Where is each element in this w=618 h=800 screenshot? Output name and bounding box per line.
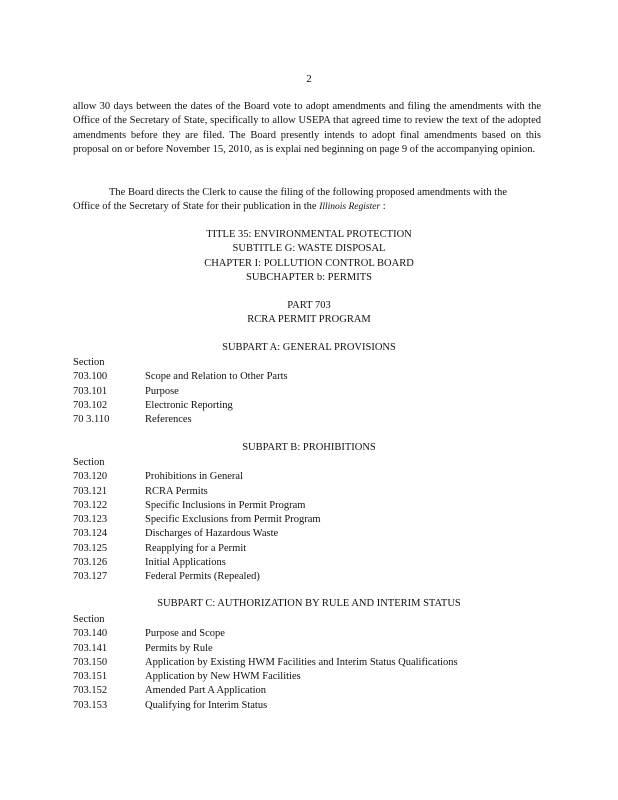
- subchapter-heading: SUBCHAPTER b: PERMITS: [245, 271, 373, 283]
- subpart-a-heading: SUBPART A: GENERAL PROVISIONS: [222, 342, 396, 353]
- list-item: [73, 542, 553, 556]
- section-title: Purpose: [145, 385, 179, 397]
- section-title: Federal Permits (Repealed): [145, 571, 260, 583]
- title-heading-block: [0, 228, 618, 285]
- section-number: 703.123: [73, 514, 108, 526]
- section-title: Reapplying for a Permit: [145, 542, 247, 554]
- section-number: 703.140: [73, 628, 108, 640]
- section-title: Specific Exclusions from Permit Program: [145, 514, 321, 526]
- list-item: [73, 513, 553, 527]
- section-title: Discharges of Hazardous Waste: [145, 528, 279, 540]
- list-item: [73, 699, 553, 713]
- section-number: 703.121: [73, 485, 108, 497]
- list-item: [73, 370, 553, 384]
- filing-paragraph-text: The Board directs the Clerk to cause the filing of the following proposed amendments with the Office of the Secretary of State for their publication in the: [73, 187, 508, 213]
- filing-paragraph: [73, 186, 513, 215]
- section-number: 703.125: [73, 542, 108, 554]
- illinois-register-text: Illinois Register: [319, 202, 381, 213]
- section-number: 703.102: [73, 399, 108, 411]
- section-number: 703.150: [73, 656, 108, 668]
- subpart-a-section-list: [73, 356, 553, 427]
- list-item: [73, 670, 553, 684]
- list-item: [73, 485, 553, 499]
- list-item: [73, 385, 553, 399]
- section-title: Permits by Rule: [145, 642, 213, 654]
- section-number: 703.152: [73, 685, 108, 697]
- list-item: [73, 556, 553, 570]
- section-number: 703.122: [73, 499, 108, 511]
- section-number: 703.124: [73, 528, 108, 540]
- list-item: [73, 684, 553, 698]
- section-label: Section: [73, 357, 105, 368]
- section-number: 703.100: [73, 371, 108, 383]
- list-item: [73, 570, 553, 584]
- subpart-b-section-list: [73, 456, 553, 585]
- section-number: 703.127: [73, 571, 108, 583]
- section-title: Scope and Relation to Other Parts: [145, 371, 288, 383]
- section-title: RCRA Permits: [145, 485, 208, 497]
- subpart-b-heading: SUBPART B: PROHIBITIONS: [242, 442, 376, 453]
- section-title: Initial Applications: [145, 557, 226, 569]
- section-number: 703.126: [73, 557, 108, 569]
- subpart-c-section-list: [73, 613, 553, 713]
- filing-paragraph-end: :: [382, 201, 386, 213]
- section-title: Qualifying for Interim Status: [145, 699, 268, 711]
- section-title: Purpose and Scope: [145, 628, 225, 640]
- section-number: 703.120: [73, 471, 108, 483]
- list-item: [73, 656, 553, 670]
- section-title: Specific Inclusions in Permit Program: [145, 499, 306, 511]
- section-title: Application by New HWM Facilities: [145, 671, 301, 683]
- section-title: Amended Part A Application: [145, 685, 267, 697]
- subpart-c-heading: SUBPART C: AUTHORIZATION BY RULE AND INTERIM STATUS: [157, 598, 461, 609]
- subtitle-heading: SUBTITLE G: WASTE DISPOSAL: [232, 243, 386, 255]
- section-title: Electronic Reporting: [145, 399, 233, 411]
- section-number: 70 3.110: [73, 414, 110, 426]
- chapter-heading: CHAPTER I: POLLUTION CONTROL BOARD: [204, 257, 414, 269]
- part-heading: PART 703: [287, 300, 331, 311]
- section-title: Application by Existing HWM Facilities and Interim Status Qualifications: [145, 656, 458, 668]
- list-item: [73, 499, 553, 513]
- list-item: [73, 470, 553, 484]
- title-heading: TITLE 35: ENVIRONMENTAL PROTECTION: [206, 229, 412, 240]
- section-number: 703.153: [73, 699, 108, 711]
- list-item: [73, 627, 553, 641]
- section-title: References: [145, 414, 192, 426]
- section-label: Section: [73, 457, 105, 468]
- section-label: Section: [73, 614, 105, 625]
- intro-paragraph: allow 30 days between the dates of the Board vote to adopt amendments and filing the amendments with the Office of the Secretary of State, specifically to allow USEPA that agreed time to review the text of the adopted amendments before they are filed. The Board presently intends to adopt final amendments based on this proposal on or before November 15, 2010, as is explai ned beginning on page 9 of the accompanying opinion.: [73, 101, 541, 155]
- list-item: [73, 399, 553, 413]
- section-number: 703.141: [73, 642, 108, 654]
- list-item: [73, 642, 553, 656]
- list-item: [73, 413, 553, 427]
- part-name-heading: RCRA PERMIT PROGRAM: [247, 314, 371, 326]
- list-item: [73, 527, 553, 541]
- section-number: 703.101: [73, 385, 108, 397]
- part-heading-block: [0, 299, 618, 328]
- section-number: 703.151: [73, 671, 108, 683]
- page-number: 2: [306, 73, 312, 85]
- section-title: Prohibitions in General: [145, 471, 243, 483]
